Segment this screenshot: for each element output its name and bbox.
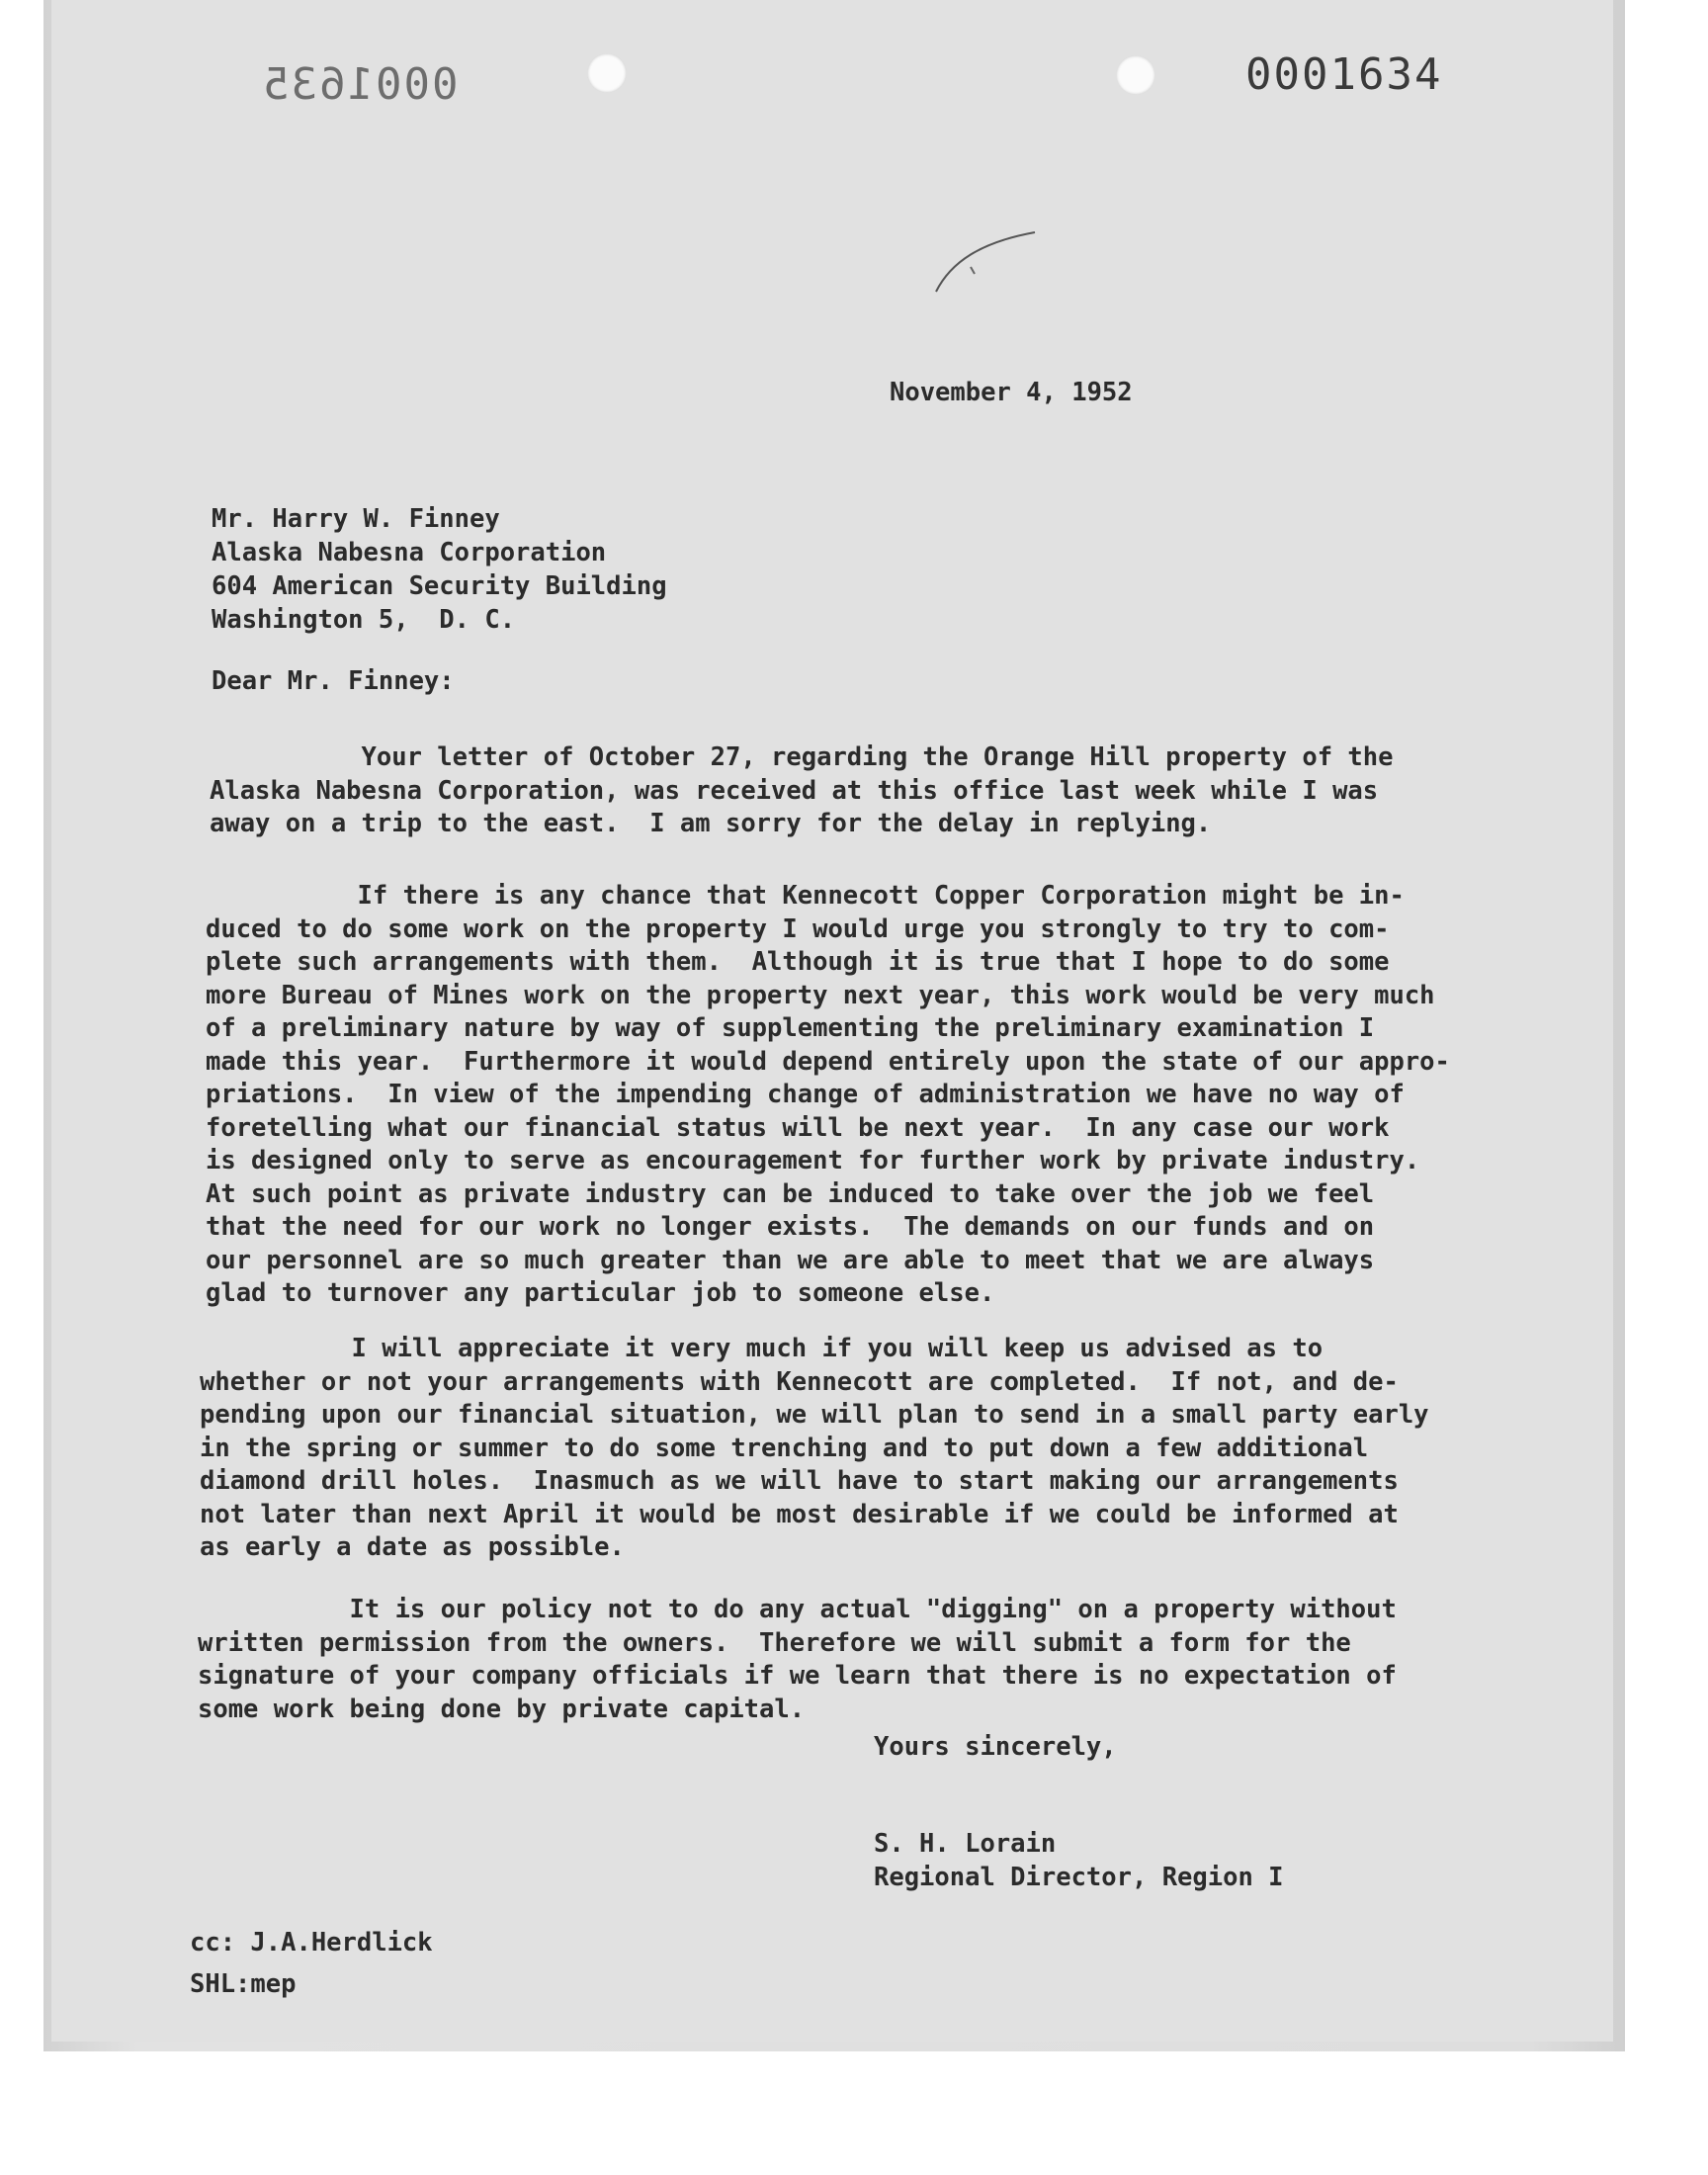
paragraph-4: [198, 1594, 1562, 1726]
pen-mark: [931, 222, 1050, 302]
punch-hole-left: [587, 53, 627, 93]
paragraph-line: some work being done by private capital.: [198, 1694, 806, 1724]
file-number-stamp: 0001634: [1245, 49, 1443, 100]
signer-title: Regional Director, Region I: [874, 1863, 1284, 1892]
scanned-page-background: [43, 0, 1625, 2051]
recipient-city: Washington 5, D. C.: [212, 605, 516, 635]
salutation: Dear Mr. Finney:: [212, 666, 455, 696]
paragraph-line: signature of your company officials if we learn that there is no expectation of: [198, 1661, 1397, 1691]
bleed-through-file-number: 0001635: [261, 59, 459, 110]
paragraph-line: priations. In view of the impending change of administration we have no way of: [206, 1080, 1405, 1109]
paragraph-line: If there is any chance that Kennecott Copper Corporation might be in-: [206, 881, 1405, 911]
recipient-company: Alaska Nabesna Corporation: [212, 538, 607, 567]
paragraph-line: more Bureau of Mines work on the property next year, this work would be very much: [206, 980, 1435, 1010]
paragraph-line: plete such arrangements with them. Although it is true that I hope to do some: [206, 947, 1390, 977]
paragraph-line: written permission from the owners. Therefore we will submit a form for the: [198, 1627, 1351, 1658]
typist-initials: SHL:mep: [190, 1969, 297, 1999]
signer-name: S. H. Lorain: [874, 1829, 1057, 1859]
paragraph-line: of a preliminary nature by way of supplementing the preliminary examination I: [206, 1013, 1375, 1043]
recipient-name: Mr. Harry W. Finney: [212, 504, 500, 534]
letter-paper: [51, 0, 1613, 2042]
paragraph-line: is designed only to serve as encouragement for further work by private industry.: [206, 1146, 1420, 1175]
letter-date: November 4, 1952: [890, 378, 1133, 407]
paragraph-line: foretelling what our financial status will be next year. In any case our work: [206, 1112, 1390, 1143]
paragraph-line: Your letter of October 27, regarding the Orange Hill property of the: [210, 742, 1394, 772]
punch-hole-right: [1116, 55, 1155, 95]
paragraph-line: glad to turnover any particular job to someone else.: [206, 1278, 995, 1308]
paragraph-line: as early a date as possible.: [200, 1532, 625, 1562]
paragraph-line: away on a trip to the east. I am sorry for the delay in replying.: [210, 809, 1212, 838]
paragraph-line: in the spring or summer to do some trenching and to put down a few additional: [200, 1433, 1369, 1463]
paragraph-2: [206, 880, 1570, 1311]
paragraph-line: whether or not your arrangements with Kennecott are completed. If not, and de-: [200, 1366, 1399, 1397]
paragraph-line: duced to do some work on the property I would urge you strongly to try to com-: [206, 914, 1390, 944]
paragraph-line: not later than next April it would be most desirable if we could be informed at: [200, 1499, 1399, 1529]
closing: Yours sincerely,: [874, 1732, 1117, 1762]
cc-line: cc: J.A.Herdlick: [190, 1928, 433, 1958]
recipient-address: 604 American Security Building: [212, 571, 667, 601]
paragraph-line: I will appreciate it very much if you will keep us advised as to: [200, 1334, 1324, 1363]
paragraph-3: [200, 1333, 1564, 1565]
paragraph-line: that the need for our work no longer exists. The demands on our funds and on: [206, 1212, 1375, 1242]
paragraph-line: Alaska Nabesna Corporation, was received at this office last week while I was: [210, 775, 1379, 806]
paragraph-1: [210, 741, 1574, 841]
paragraph-line: pending upon our financial situation, we will plan to send in a small party early: [200, 1400, 1429, 1430]
paragraph-line: At such point as private industry can be induced to take over the job we feel: [206, 1178, 1375, 1209]
paragraph-line: made this year. Furthermore it would depend entirely upon the state of our appro-: [206, 1046, 1450, 1077]
paragraph-line: It is our policy not to do any actual "digging" on a property without: [198, 1595, 1397, 1624]
paragraph-line: our personnel are so much greater than we are able to meet that we are always: [206, 1245, 1375, 1275]
paragraph-line: diamond drill holes. Inasmuch as we will have to start making our arrangements: [200, 1466, 1399, 1496]
